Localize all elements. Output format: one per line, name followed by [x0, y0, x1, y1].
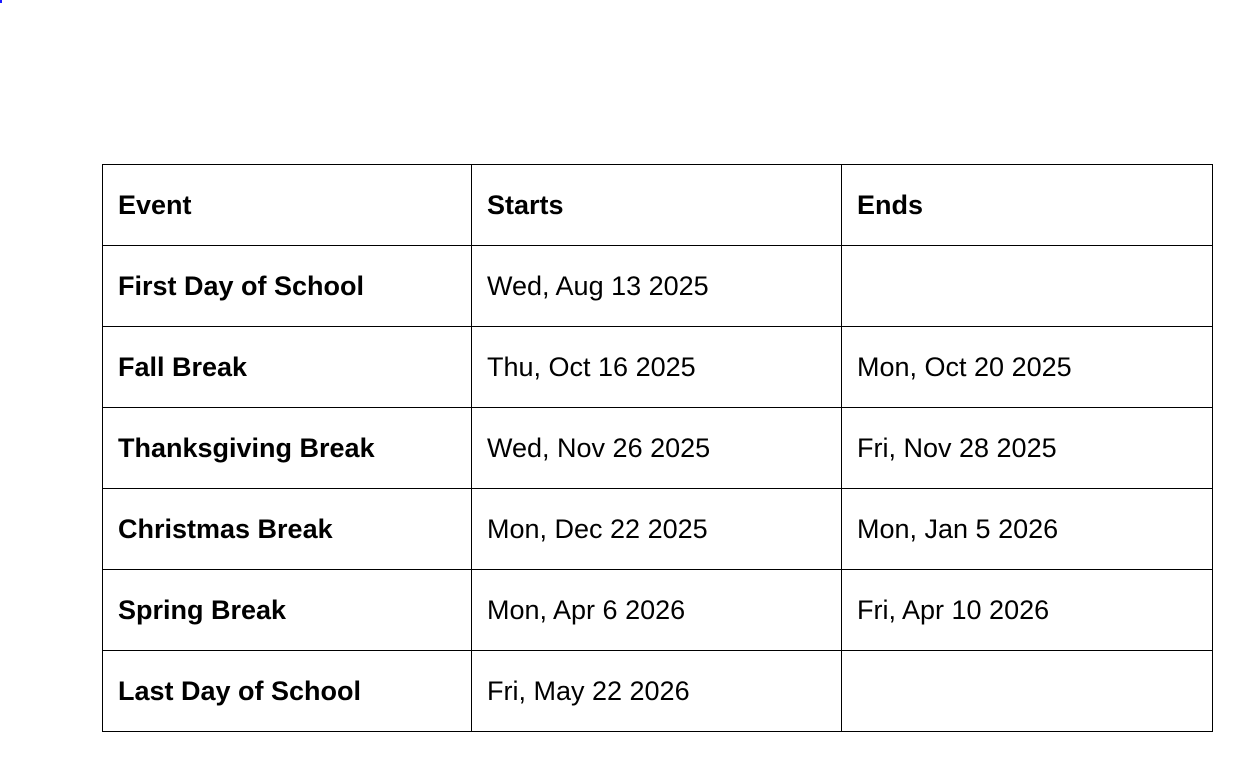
- ends-cell: Mon, Jan 5 2026: [842, 489, 1213, 570]
- ends-cell: Mon, Oct 20 2025: [842, 327, 1213, 408]
- event-cell: Thanksgiving Break: [103, 408, 472, 489]
- event-cell: Fall Break: [103, 327, 472, 408]
- event-cell: Spring Break: [103, 570, 472, 651]
- starts-cell: Wed, Aug 13 2025: [472, 246, 842, 327]
- table-row: [103, 570, 1213, 651]
- starts-cell: Mon, Dec 22 2025: [472, 489, 842, 570]
- starts-cell: Thu, Oct 16 2025: [472, 327, 842, 408]
- table-row: [103, 408, 1213, 489]
- header-starts: Starts: [472, 165, 842, 246]
- event-cell: Christmas Break: [103, 489, 472, 570]
- ends-cell: Fri, Apr 10 2026: [842, 570, 1213, 651]
- school-calendar-table: [102, 164, 1213, 732]
- starts-cell: Fri, May 22 2026: [472, 651, 842, 732]
- table-header-row: [103, 165, 1213, 246]
- ends-cell: [842, 246, 1213, 327]
- cursor-mark: [0, 0, 2, 3]
- starts-cell: Wed, Nov 26 2025: [472, 408, 842, 489]
- table-row: [103, 246, 1213, 327]
- header-ends: Ends: [842, 165, 1213, 246]
- event-cell: First Day of School: [103, 246, 472, 327]
- starts-cell: Mon, Apr 6 2026: [472, 570, 842, 651]
- header-event: Event: [103, 165, 472, 246]
- table-row: [103, 651, 1213, 732]
- table-row: [103, 489, 1213, 570]
- ends-cell: Fri, Nov 28 2025: [842, 408, 1213, 489]
- table-row: [103, 327, 1213, 408]
- event-cell: Last Day of School: [103, 651, 472, 732]
- ends-cell: [842, 651, 1213, 732]
